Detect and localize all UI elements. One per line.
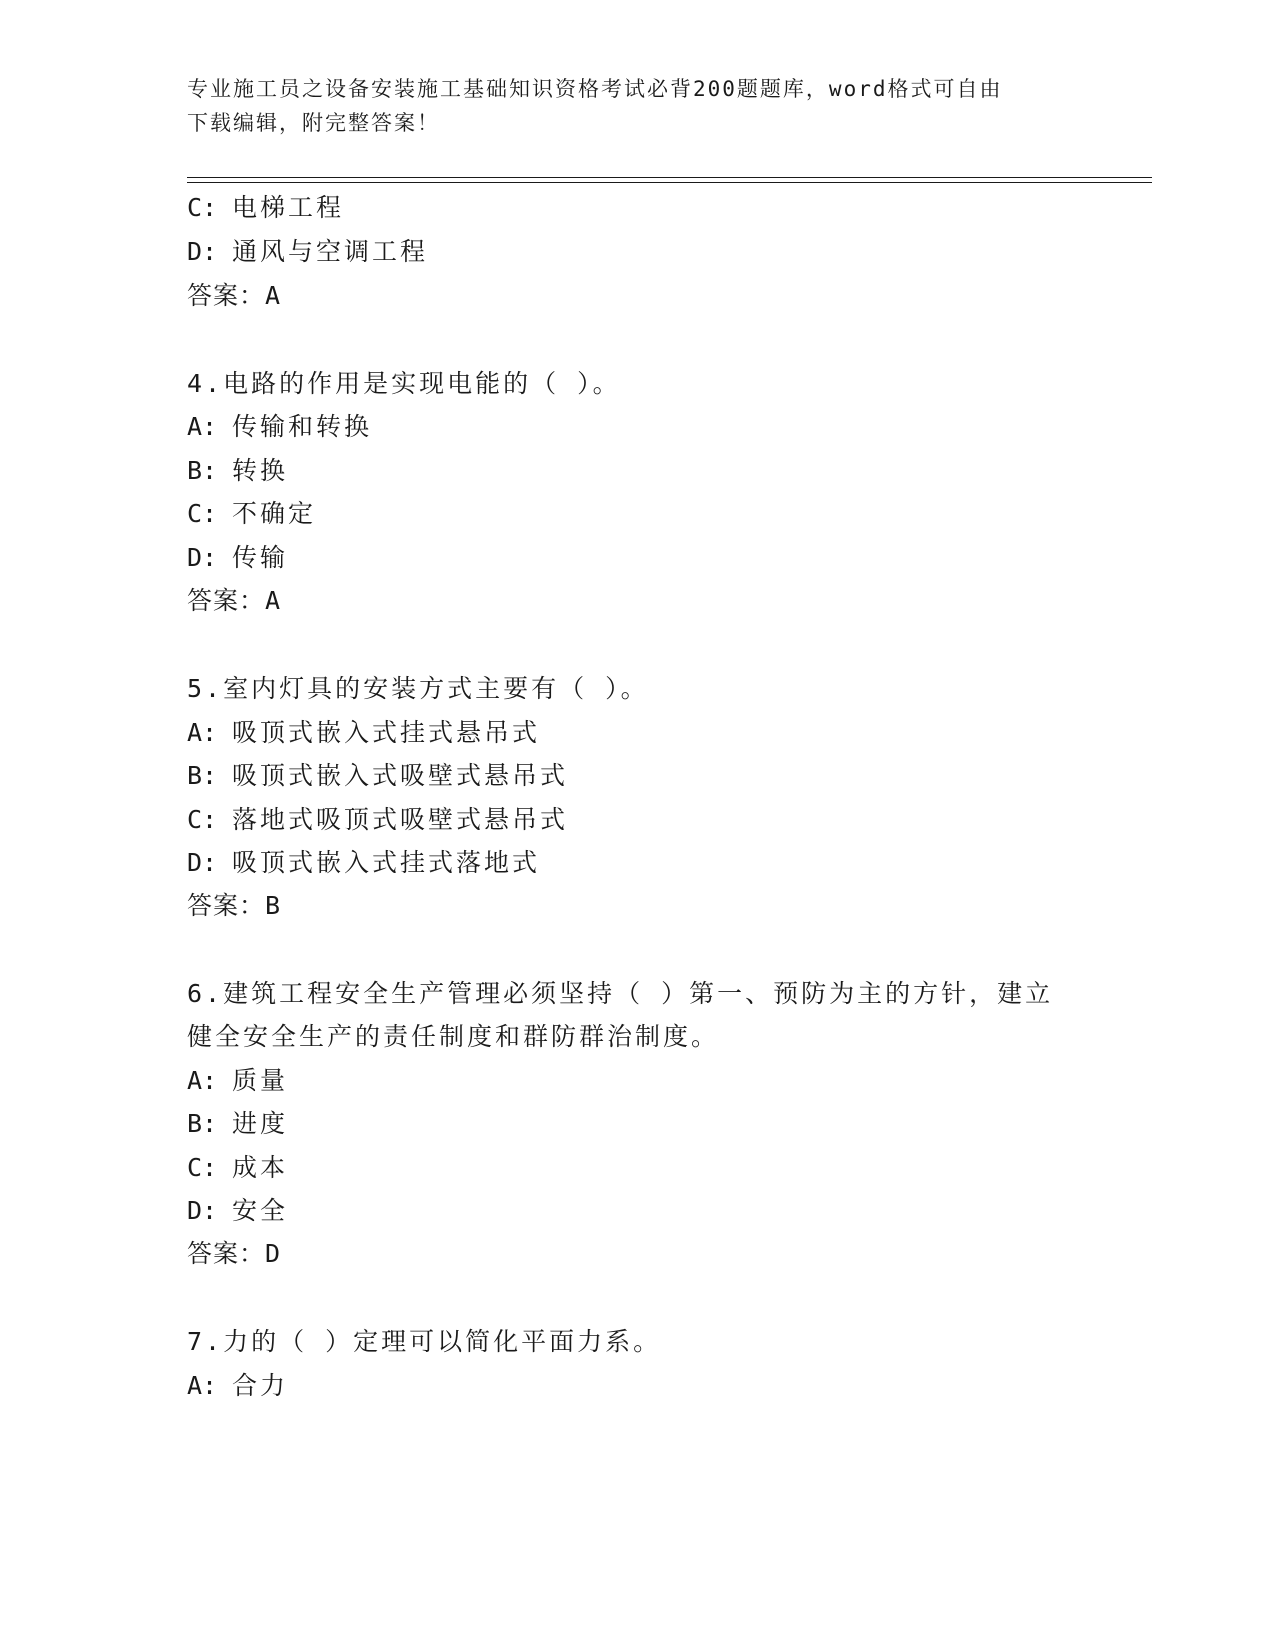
- option-text: 成本: [232, 1153, 289, 1182]
- option-text: 合力: [232, 1371, 289, 1400]
- question-stem: 7.力的（ ）定理可以简化平面力系。: [187, 1327, 662, 1356]
- header-rule-bottom: [187, 182, 1152, 183]
- option-text: 吸顶式嵌入式挂式落地式: [232, 848, 541, 877]
- option-key: C:: [187, 1153, 218, 1182]
- option-text: 质量: [232, 1066, 289, 1095]
- answer-label: 答案：: [187, 1239, 266, 1268]
- option-key: B:: [187, 1109, 218, 1138]
- option-line: [187, 1195, 288, 1227]
- option-line: [187, 542, 288, 574]
- question-stem: 5.室内灯具的安装方式主要有（ ）。: [187, 674, 649, 703]
- option-text: 通风与空调工程: [232, 237, 429, 266]
- option-line: [187, 1152, 288, 1184]
- header-line-1: 专业施工员之设备安装施工基础知识资格考试必背200题题库，word格式可自由: [187, 77, 1003, 101]
- answer-line: [187, 585, 281, 617]
- option-key: A:: [187, 718, 218, 747]
- option-line: [187, 411, 372, 443]
- option-text: 传输和转换: [232, 412, 373, 441]
- option-line: [187, 1065, 288, 1097]
- header-rule-top: [187, 177, 1152, 178]
- option-key: D:: [187, 848, 218, 877]
- option-text: 电梯工程: [232, 193, 345, 222]
- option-key: B:: [187, 456, 218, 485]
- option-line: [187, 192, 344, 224]
- answer-value: B: [265, 891, 282, 920]
- option-key: C:: [187, 499, 218, 528]
- option-text: 吸顶式嵌入式挂式悬吊式: [232, 718, 541, 747]
- option-text: 吸顶式嵌入式吸壁式悬吊式: [232, 761, 569, 790]
- document-header: [187, 72, 1067, 140]
- option-text: 传输: [232, 543, 289, 572]
- option-line: [187, 236, 428, 268]
- option-text: 不确定: [232, 499, 317, 528]
- option-line: [187, 760, 568, 792]
- option-key: A:: [187, 412, 218, 441]
- question-stem-continued: 健全安全生产的责任制度和群防群治制度。: [187, 1022, 720, 1051]
- option-text: 进度: [232, 1109, 289, 1138]
- option-key: D:: [187, 1196, 218, 1225]
- option-line: [187, 847, 540, 879]
- option-key: A:: [187, 1371, 218, 1400]
- option-line: [187, 455, 288, 487]
- answer-label: 答案：: [187, 281, 266, 310]
- option-key: D:: [187, 543, 218, 572]
- option-line: [187, 1108, 288, 1140]
- answer-label: 答案：: [187, 586, 266, 615]
- answer-line: [187, 890, 281, 922]
- option-key: B:: [187, 761, 218, 790]
- option-key: D:: [187, 237, 218, 266]
- option-key: A:: [187, 1066, 218, 1095]
- answer-line: [187, 1238, 281, 1270]
- question-stem: 4.电路的作用是实现电能的（ ）。: [187, 369, 621, 398]
- option-key: C:: [187, 805, 218, 834]
- option-text: 安全: [232, 1196, 289, 1225]
- answer-value: D: [265, 1239, 282, 1268]
- option-text: 落地式吸顶式吸壁式悬吊式: [232, 805, 569, 834]
- option-line: [187, 717, 540, 749]
- answer-line: [187, 280, 281, 312]
- answer-value: A: [265, 281, 282, 310]
- option-line: [187, 498, 316, 530]
- option-line: [187, 804, 568, 836]
- answer-value: A: [265, 586, 282, 615]
- header-line-2: 下载编辑，附完整答案！: [187, 111, 440, 135]
- option-line: [187, 1370, 288, 1402]
- answer-label: 答案：: [187, 891, 266, 920]
- option-text: 转换: [232, 456, 289, 485]
- question-stem: 6.建筑工程安全生产管理必须坚持（ ）第一、预防为主的方针，建立: [187, 979, 1054, 1008]
- option-key: C:: [187, 193, 218, 222]
